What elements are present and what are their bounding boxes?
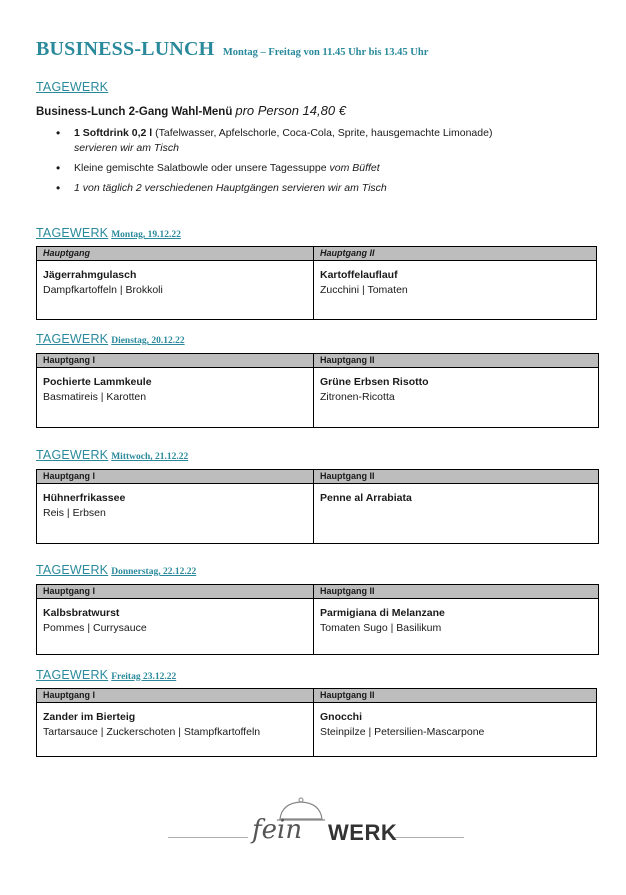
bullet-italic-text: servieren wir am Tisch: [74, 142, 179, 154]
day-date: Donnerstag, 22.12.22: [111, 567, 197, 577]
day-date: Montag, 19.12.22: [111, 230, 181, 240]
table-row: [37, 703, 597, 757]
dish-sides: Tartarsauce | Zuckerschoten | Stampfkartoffeln: [43, 726, 261, 738]
section-label: TAGEWERK: [36, 563, 109, 577]
column-header: Hauptgang I: [37, 689, 314, 703]
section-label: TAGEWERK: [36, 80, 109, 94]
dish-sides: Zitronen-Ricotta: [320, 391, 395, 403]
table-header-row: [37, 470, 599, 484]
table-header-row: [37, 585, 599, 599]
dish-cell: [37, 261, 314, 320]
section-label: TAGEWERK: [36, 332, 109, 346]
dish-name: Pochierte Lammkeule: [43, 376, 152, 388]
table-row: [37, 261, 597, 320]
table-row: [37, 599, 599, 655]
dish-name: Kartoffelauflauf: [320, 269, 398, 281]
table-row: [37, 368, 599, 428]
list-item: [36, 126, 596, 156]
section-label: TAGEWERK: [36, 448, 109, 462]
menu-table-tuesday: [36, 353, 599, 428]
dish-name: Gnocchi: [320, 711, 363, 723]
dish-name: Zander im Bierteig: [43, 711, 136, 723]
day-date: Dienstag, 20.12.22: [111, 336, 185, 346]
column-header: Hauptgang I: [37, 470, 314, 484]
bullet-italic-text: 1 von täglich 2 verschiedenen Hauptgängen servieren wir am Tisch: [74, 182, 387, 194]
dish-cell: [37, 599, 314, 655]
column-header: Hauptgang II: [314, 247, 597, 261]
menu-table-friday: [36, 688, 597, 757]
offer-price: pro Person 14,80 €: [235, 103, 346, 118]
list-item: [36, 161, 596, 176]
logo-divider-right: [392, 837, 464, 838]
bullet-strong-text: 1 Softdrink 0,2 l: [74, 127, 153, 139]
list-item: [36, 181, 596, 196]
bullet-text: Kleine gemischte Salatbowle oder unsere Tagessuppe: [74, 162, 330, 174]
offer-heading: [36, 103, 346, 118]
dish-cell: [314, 599, 599, 655]
dish-sides: Tomaten Sugo | Basilikum: [320, 622, 442, 634]
page-header: [36, 38, 428, 61]
intro-section-heading: [36, 78, 108, 96]
dish-cell: [314, 484, 599, 544]
dish-cell: [37, 484, 314, 544]
table-header-row: [37, 354, 599, 368]
dish-cell: [314, 261, 597, 320]
dish-name: Grüne Erbsen Risotto: [320, 376, 429, 388]
logo-script-text: fein: [252, 815, 303, 845]
opening-hours: Montag – Freitag von 11.45 Uhr bis 13.45 Uhr: [222, 47, 429, 58]
column-header: Hauptgang: [37, 247, 314, 261]
day-heading-tuesday: [36, 330, 185, 348]
page-title: BUSINESS-LUNCH: [36, 38, 215, 60]
day-heading-wednesday: [36, 446, 188, 464]
column-header: Hauptgang II: [314, 689, 597, 703]
day-date: Freitag 23.12.22: [111, 672, 177, 682]
dish-name: Penne al Arrabiata: [320, 492, 412, 504]
table-header-row: [37, 247, 597, 261]
table-row: [37, 484, 599, 544]
dish-cell: [314, 368, 599, 428]
table-header-row: [37, 689, 597, 703]
dish-sides: Reis | Erbsen: [43, 507, 106, 519]
bullet-text: (Tafelwasser, Apfelschorle, Coca-Cola, Sprite, hausgemachte Limonade): [152, 127, 493, 139]
dish-cell: [37, 368, 314, 428]
column-header: Hauptgang II: [314, 354, 599, 368]
dish-name: Parmigiana di Melanzane: [320, 607, 445, 619]
feinwerk-logo: [0, 795, 626, 855]
column-header: Hauptgang II: [314, 470, 599, 484]
dish-cell: [37, 703, 314, 757]
offer-bullet-list: [36, 126, 596, 201]
dish-name: Jägerrahmgulasch: [43, 269, 137, 281]
menu-table-monday: [36, 246, 597, 320]
day-heading-monday: [36, 224, 181, 242]
day-date: Mittwoch, 21.12.22: [111, 452, 189, 462]
dish-sides: Zucchini | Tomaten: [320, 284, 408, 296]
section-label: TAGEWERK: [36, 226, 109, 240]
dish-name: Hühnerfrikassee: [43, 492, 126, 504]
dish-sides: Pommes | Currysauce: [43, 622, 147, 634]
dish-name: Kalbsbratwurst: [43, 607, 120, 619]
bullet-italic-text: vom Büffet: [329, 162, 380, 174]
dish-sides: Dampfkartoffeln | Brokkoli: [43, 284, 163, 296]
logo-bold-text: WERK: [328, 820, 398, 845]
menu-table-wednesday: [36, 469, 599, 544]
logo-divider-left: [168, 837, 248, 838]
day-heading-thursday: [36, 561, 196, 579]
dish-sides: Basmatireis | Karotten: [43, 391, 147, 403]
day-heading-friday: [36, 666, 176, 684]
column-header: Hauptgang II: [314, 585, 599, 599]
offer-title: Business-Lunch 2-Gang Wahl-Menü: [36, 106, 233, 118]
column-header: Hauptgang I: [37, 354, 314, 368]
section-label: TAGEWERK: [36, 668, 109, 682]
column-header: Hauptgang I: [37, 585, 314, 599]
dish-sides: Steinpilze | Petersilien-Mascarpone: [320, 726, 485, 738]
menu-table-thursday: [36, 584, 599, 655]
dish-cell: [314, 703, 597, 757]
